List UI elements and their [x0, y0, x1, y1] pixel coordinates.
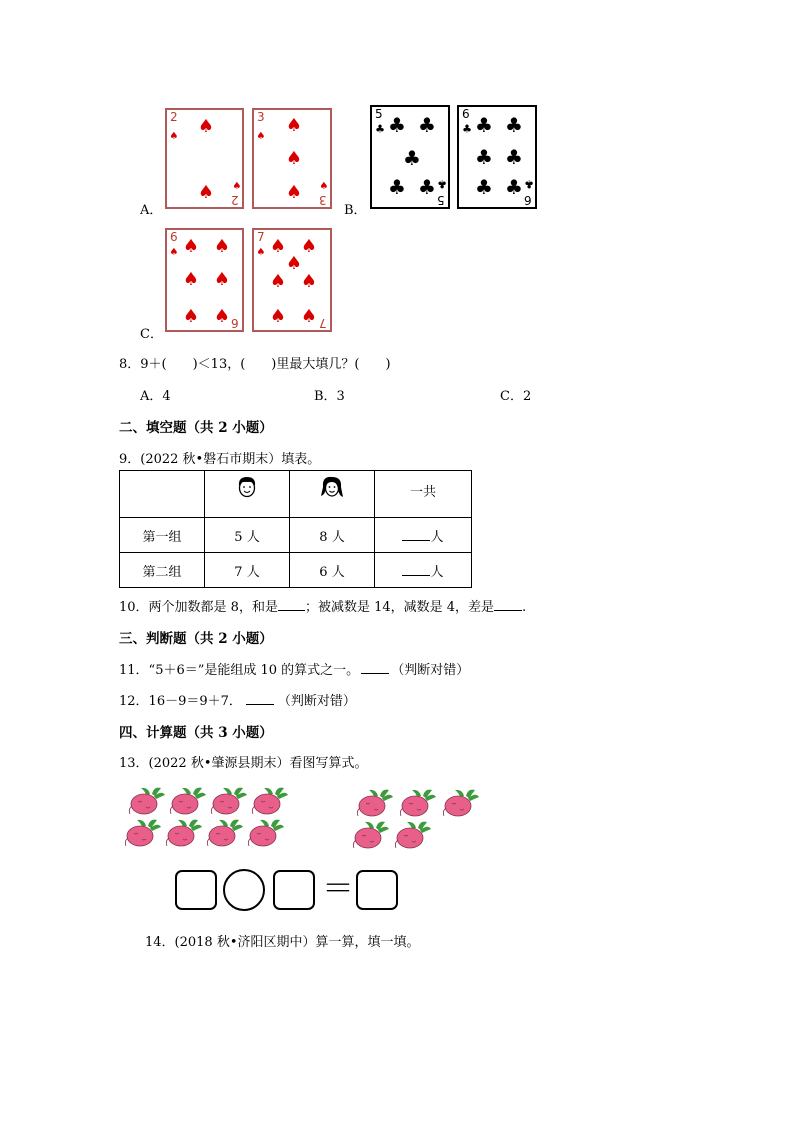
club-icon: ♣	[505, 145, 523, 169]
card-3-spades	[252, 108, 332, 209]
club-icon: ♣	[475, 175, 493, 199]
radish-icon	[251, 786, 289, 816]
card-rank: 6	[170, 230, 178, 244]
answer-blank[interactable]	[402, 563, 430, 576]
radish-icon	[165, 818, 203, 848]
radish-icon	[394, 820, 432, 850]
unit-label: 人	[430, 564, 444, 580]
option-letter-a: A．	[140, 203, 163, 218]
answer-box-2[interactable]	[273, 870, 315, 910]
club-icon: ♣	[505, 113, 523, 137]
q8-option-a: A．4	[140, 389, 171, 404]
spade-icon: ♠	[213, 236, 231, 257]
answer-blank[interactable]	[494, 598, 522, 611]
table-header-total: 一共	[375, 471, 472, 518]
answer-blank[interactable]	[361, 661, 389, 674]
spade-icon: ♠	[269, 306, 287, 327]
spade-icon: ♠	[285, 182, 303, 203]
card-rank: 7	[319, 316, 327, 330]
q10-text-1: 10．两个加数都是 8，和是	[119, 600, 278, 615]
card-6-clubs	[457, 105, 537, 209]
card-2-spades	[165, 108, 244, 209]
spade-icon: ♠	[300, 236, 318, 257]
club-icon: ♣	[388, 113, 406, 137]
spade-icon: ♠	[213, 269, 231, 290]
answer-box-1[interactable]	[175, 870, 217, 910]
answer-blank[interactable]	[278, 598, 305, 611]
spade-icon: ♠	[256, 247, 266, 258]
spade-icon: ♠	[182, 269, 200, 290]
card-rank: 3	[257, 110, 265, 124]
radish-icon	[169, 786, 207, 816]
radish-icon	[442, 788, 480, 818]
radish-icon	[352, 820, 390, 850]
club-icon: ♣	[437, 177, 447, 191]
q10-text-3: .	[522, 600, 527, 615]
spade-icon: ♠	[319, 181, 329, 192]
q11-text: 11．“5＋6＝”是能组成 10 的算式之一。	[119, 663, 360, 678]
card-rank: 6	[524, 193, 532, 207]
spade-icon: ♠	[285, 115, 303, 136]
spade-icon: ♠	[285, 253, 303, 274]
club-icon: ♣	[418, 175, 436, 199]
row-total	[375, 518, 472, 553]
row-girls: 6 人	[290, 553, 375, 588]
club-icon: ♣	[388, 175, 406, 199]
card-rank: 5	[375, 107, 383, 121]
card-rank: 5	[437, 193, 445, 207]
spade-icon: ♠	[269, 236, 287, 257]
row-boys: 5 人	[205, 518, 290, 553]
spade-icon: ♠	[182, 236, 200, 257]
q8-option-b: B．3	[314, 389, 345, 404]
club-icon: ♣	[418, 113, 436, 137]
girl-face-icon	[319, 475, 345, 499]
question-14: 14．(2018 秋•济阳区期中）算一算，填一填。	[145, 935, 420, 950]
club-icon: ♣	[403, 146, 421, 170]
spade-icon: ♠	[269, 271, 287, 292]
spade-icon: ♠	[197, 116, 215, 137]
spade-icon: ♠	[197, 182, 215, 203]
radish-icon	[210, 786, 248, 816]
row-label: 第二组	[120, 553, 205, 588]
q11-hint: （判断对错）	[391, 663, 470, 678]
question-12	[119, 690, 356, 709]
row-total	[375, 553, 472, 588]
card-6-spades	[165, 228, 244, 332]
spade-icon: ♠	[182, 306, 200, 327]
club-icon: ♣	[505, 175, 523, 199]
unit-label: 人	[430, 529, 444, 545]
card-rank: 2	[231, 193, 239, 207]
q9-table	[119, 470, 472, 588]
answer-box-3[interactable]	[356, 870, 398, 910]
q8-option-c: C．2	[500, 389, 532, 404]
club-icon: ♣	[524, 177, 534, 191]
section-2-heading: 二、填空题（共 2 小题）	[119, 420, 273, 436]
question-8: 8．9＋( )＜13，( )里最大填几？( )	[119, 357, 391, 372]
option-letter-c: C．	[140, 327, 163, 342]
spade-icon: ♠	[213, 306, 231, 327]
radish-icon	[128, 786, 166, 816]
equals-sign: ＝	[322, 869, 355, 907]
spade-icon: ♠	[169, 247, 179, 258]
radish-icon	[124, 818, 162, 848]
section-3-heading: 三、判断题（共 2 小题）	[119, 631, 273, 647]
section-4-heading: 四、计算题（共 3 小题）	[119, 725, 273, 741]
table-header-girls	[290, 471, 375, 518]
boy-face-icon	[236, 475, 258, 499]
row-label: 第一组	[120, 518, 205, 553]
question-11	[119, 659, 469, 678]
card-rank: 6	[462, 107, 470, 121]
option-letter-b: B．	[344, 203, 367, 218]
question-13: 13．(2022 秋•肇源县期末）看图写算式。	[119, 756, 368, 771]
spade-icon: ♠	[256, 131, 266, 142]
spade-icon: ♠	[232, 181, 242, 192]
card-rank: 7	[257, 230, 265, 244]
radish-icon	[247, 818, 285, 848]
radish-icon	[206, 818, 244, 848]
card-7-spades	[252, 228, 332, 332]
spade-icon: ♠	[300, 271, 318, 292]
club-icon: ♣	[475, 113, 493, 137]
question-10	[119, 596, 526, 615]
radish-icon	[399, 788, 437, 818]
radish-icon	[356, 788, 394, 818]
answer-blank[interactable]	[246, 692, 274, 705]
table-header-boys	[205, 471, 290, 518]
row-girls: 8 人	[290, 518, 375, 553]
question-9: 9．(2022 秋•磐石市期末）填表。	[119, 452, 321, 467]
club-icon: ♣	[462, 122, 472, 136]
card-rank: 6	[231, 316, 239, 330]
spade-icon: ♠	[285, 148, 303, 169]
q12-text: 12．16－9＝9＋7．	[119, 694, 242, 709]
card-rank: 2	[170, 110, 178, 124]
spade-icon: ♠	[169, 131, 179, 142]
card-rank: 3	[319, 193, 327, 207]
spade-icon: ♠	[300, 306, 318, 327]
q10-text-2: ；被减数是 14，减数是 4，差是	[304, 600, 495, 615]
answer-blank[interactable]	[402, 528, 430, 541]
q12-hint: （判断对错）	[277, 694, 356, 709]
operator-circle[interactable]	[223, 869, 265, 911]
card-5-clubs	[370, 105, 450, 209]
club-icon: ♣	[475, 145, 493, 169]
row-boys: 7 人	[205, 553, 290, 588]
table-corner-cell	[120, 471, 205, 518]
club-icon: ♣	[375, 122, 385, 136]
